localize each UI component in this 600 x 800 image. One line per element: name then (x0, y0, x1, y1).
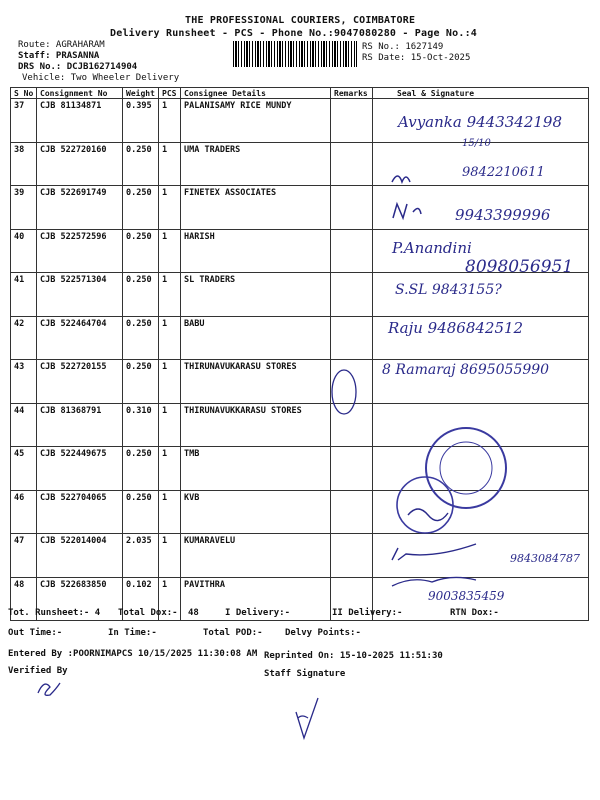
hw-phone-47: 9843084787 (510, 552, 580, 565)
col-remarks: Remarks (331, 88, 373, 99)
cell-weight: 0.250 (123, 316, 159, 360)
rs-number: RS No.: 1627149 (362, 42, 444, 52)
runsheet-subtitle: Delivery Runsheet - PCS - Phone No.:9047080280 - Page No.:4 (110, 28, 478, 39)
col-consignee: Consignee Details (181, 88, 331, 99)
hw-phone-40: 8098056951 (465, 257, 574, 277)
total-dox-label: Total Dox:- (118, 608, 178, 618)
bank-stamp-inner (440, 442, 492, 494)
hw-name-41: S.SL 9843155? (395, 282, 502, 298)
hw-scribble-39 (393, 204, 421, 218)
cell-sno: 43 (11, 360, 37, 404)
out-time: Out Time:- (8, 628, 63, 638)
cell-weight: 0.395 (123, 99, 159, 143)
reprinted-on: Reprinted On: 15-10-2025 11:51:30 (264, 651, 443, 661)
branch-stamp (397, 477, 453, 533)
cell-consignee: HARISH (181, 229, 331, 273)
bank-stamp (426, 428, 506, 508)
verifier-signature (38, 683, 60, 695)
cell-weight: 0.102 (123, 577, 159, 621)
delvy-points: Delvy Points:- (285, 628, 361, 638)
col-weight: Weight (123, 88, 159, 99)
cell-sno: 44 (11, 403, 37, 447)
in-time: In Time:- (108, 628, 157, 638)
col-signature: Seal & Signature (373, 88, 589, 99)
cell-consignee: THIRUNAVUKKARASU STORES (181, 403, 331, 447)
cell-weight: 0.250 (123, 447, 159, 491)
cell-consignment: CJB 522683850 (37, 577, 123, 621)
col-pcs: PCS (159, 88, 181, 99)
cell-consignment: CJB 522720160 (37, 142, 123, 186)
cell-consignee: FINETEX ASSOCIATES (181, 186, 331, 230)
cell-consignee: TMB (181, 447, 331, 491)
hw-date-37: 15/10 (462, 138, 491, 149)
cell-consignment: CJB 522720155 (37, 360, 123, 404)
hw-scribble-38 (392, 176, 410, 182)
cell-pcs: 1 (159, 403, 181, 447)
cell-sno: 41 (11, 273, 37, 317)
cell-sno: 38 (11, 142, 37, 186)
cell-sno: 37 (11, 99, 37, 143)
cell-consignment: CJB 522014004 (37, 534, 123, 578)
cell-pcs: 1 (159, 447, 181, 491)
col-sno: S No (11, 88, 37, 99)
cell-pcs: 1 (159, 360, 181, 404)
vehicle-label: Vehicle: Two Wheeler Delivery (22, 73, 180, 83)
entered-by: Entered By :POORNIMAPCS 10/15/2025 11:30:08 AM (8, 649, 258, 659)
cell-consignment: CJB 522571304 (37, 273, 123, 317)
staff-signature: Staff Signature (264, 669, 346, 679)
hw-phone-48: 9003835459 (428, 589, 505, 603)
cell-weight: 0.250 (123, 273, 159, 317)
cell-pcs: 1 (159, 316, 181, 360)
tot-runsheet: Tot. Runsheet:- 4 (8, 608, 101, 618)
cell-sno: 47 (11, 534, 37, 578)
cell-weight: 0.250 (123, 490, 159, 534)
hw-sig-37: Avyanka 9443342198 (398, 113, 563, 131)
cell-consignee: PAVITHRA (181, 577, 331, 621)
cell-weight: 2.035 (123, 534, 159, 578)
drs-label: DRS No.: DCJB162714904 (18, 62, 138, 72)
staff-signature-mark (296, 698, 318, 738)
cell-pcs: 1 (159, 186, 181, 230)
cell-consignee: KVB (181, 490, 331, 534)
cell-pcs: 1 (159, 490, 181, 534)
cell-consignment: CJB 522691749 (37, 186, 123, 230)
hw-loop-44 (332, 370, 356, 414)
route-label: Route: AGRAHARAM (18, 40, 105, 50)
hw-phone-39: 9943399996 (455, 206, 551, 224)
total-pod: Total POD:- (203, 628, 263, 638)
cell-pcs: 1 (159, 534, 181, 578)
verified-by: Verified By (8, 666, 68, 676)
hw-sig-42: Raju 9486842512 (388, 319, 524, 337)
company-title: THE PROFESSIONAL COURIERS, COIMBATORE (185, 15, 416, 26)
cell-consignee: SL TRADERS (181, 273, 331, 317)
cell-sno: 39 (11, 186, 37, 230)
total-dox-value: 48 (188, 608, 199, 618)
cell-pcs: 1 (159, 229, 181, 273)
cell-consignment: CJB 81368791 (37, 403, 123, 447)
hw-sig-43: 8 Ramaraj 8695055990 (382, 362, 550, 378)
cell-consignment: CJB 81134871 (37, 99, 123, 143)
cell-weight: 0.250 (123, 186, 159, 230)
staff-label: Staff: PRASANNA (18, 51, 100, 61)
hw-sig-46 (408, 509, 448, 521)
cell-weight: 0.250 (123, 360, 159, 404)
cell-sno: 46 (11, 490, 37, 534)
cell-sno: 45 (11, 447, 37, 491)
cell-pcs: 1 (159, 273, 181, 317)
rs-date: RS Date: 15-Oct-2025 (362, 53, 471, 63)
cell-consignee: PALANISAMY RICE MUNDY (181, 99, 331, 143)
cell-pcs: 1 (159, 577, 181, 621)
cell-pcs: 1 (159, 142, 181, 186)
cell-weight: 0.310 (123, 403, 159, 447)
cell-consignee: THIRUNAVUKARASU STORES (181, 360, 331, 404)
cell-pcs: 1 (159, 99, 181, 143)
cell-consignee: KUMARAVELU (181, 534, 331, 578)
cell-consignee: BABU (181, 316, 331, 360)
cell-sno: 48 (11, 577, 37, 621)
cell-consignment: CJB 522704065 (37, 490, 123, 534)
cell-consignment: CJB 522572596 (37, 229, 123, 273)
hw-sig-48 (392, 577, 476, 586)
col-consignment: Consignment No (37, 88, 123, 99)
cell-sno: 40 (11, 229, 37, 273)
cell-weight: 0.250 (123, 142, 159, 186)
i-delivery: I Delivery:- (225, 608, 291, 618)
cell-sno: 42 (11, 316, 37, 360)
cell-consignee: UMA TRADERS (181, 142, 331, 186)
ii-delivery: II Delivery:- (332, 608, 403, 618)
hw-sig-47 (392, 544, 476, 560)
hw-name-40: P.Anandini (392, 239, 472, 257)
cell-weight: 0.250 (123, 229, 159, 273)
cell-consignment: CJB 522449675 (37, 447, 123, 491)
hw-phone-38: 9842210611 (462, 165, 545, 180)
cell-consignment: CJB 522464704 (37, 316, 123, 360)
rtn-dox: RTN Dox:- (450, 608, 499, 618)
